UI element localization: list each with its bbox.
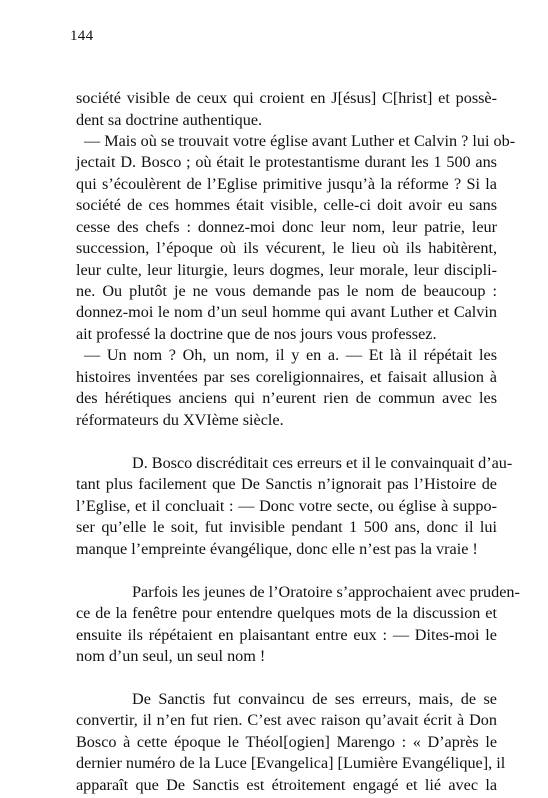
text-line: ensuite ils répétaient en plaisantant entre eux : — Dites-moi le xyxy=(76,626,497,644)
text-line: — Mais où se trouvait votre église avant Luther et Calvin ? lui ob- xyxy=(84,132,516,150)
text-line: ce de la fenêtre pour entendre quelques mots de la discussion et xyxy=(76,604,497,622)
text-line: des hérétiques anciens qui n’eurent rien de commun avec les xyxy=(76,389,497,407)
text-line: société visible de ceux qui croient en J[ésus] C[hrist] et possè- xyxy=(76,89,497,107)
text-line: convertir, il n’en fut rien. C’est avec raison qu’avait écrit à Don xyxy=(76,711,497,729)
text-line: dent sa doctrine authentique. xyxy=(76,111,263,129)
text-line: — Un nom ? Oh, un nom, il y en a. — Et là il répétait les xyxy=(84,346,497,364)
page-number: 144 xyxy=(70,28,94,44)
text-line: tant plus facilement que De Sanctis n’ignorait pas l’Histoire de xyxy=(76,475,497,493)
text-line: succession, l’époque où ils vécurent, le lieu où ils habitèrent, xyxy=(76,239,497,257)
text-line: donnez-moi le nom d’un seul homme qui avant Luther et Calvin xyxy=(76,303,497,321)
text-line: jectait D. Bosco ; où était le protestantisme durant les 1 500 ans xyxy=(76,153,497,171)
text-line: société de ces hommes était visible, celle-ci doit avoir eu sans xyxy=(76,196,497,214)
text-line: qui s’écoulèrent de l’Eglise primitive jusqu’à la réforme ? Si la xyxy=(76,175,497,193)
text-line: leur culte, leur liturgie, leurs dogmes, leur morale, leur discipli- xyxy=(76,261,497,279)
text-line: cesse des chefs : donnez-moi donc leur nom, leur patrie, leur xyxy=(76,218,497,236)
text-line: dernier numéro de la Luce [Evangelica] [Lumière Evangélique], il xyxy=(76,754,506,772)
text-line: ne. Ou plutôt je ne vous demande pas le nom de beaucoup : xyxy=(76,282,497,300)
text-line: Bosco à cette époque le Théol[ogien] Marengo : « D’après le xyxy=(76,733,497,751)
text-line: histoires inventées par ses coreligionnaires, et faisait allusion à xyxy=(76,368,497,386)
text-line: nom d’un seul, un seul nom ! xyxy=(76,647,266,665)
text-line: ser qu’elle le soit, fut invisible pendant 1 500 ans, donc il lui xyxy=(76,518,497,536)
text-line: De Sanctis fut convaincu de ses erreurs, mais, de se xyxy=(132,690,497,708)
text-line: ait professé la doctrine que de nos jours vous professez. xyxy=(76,325,437,343)
text-line: manque l’empreinte évangélique, donc elle n’est pas la vraie ! xyxy=(76,540,478,558)
text-line: D. Bosco discréditait ces erreurs et il le convainquait d’au- xyxy=(132,454,513,472)
text-line: réformateurs du XVIème siècle. xyxy=(76,411,284,429)
text-line: l’Eglise, et il concluait : — Donc votre secte, ou église à suppo- xyxy=(76,497,497,515)
text-line: Parfois les jeunes de l’Oratoire s’approchaient avec pruden- xyxy=(132,583,520,601)
text-line: apparaît que De Sanctis est étroitement engagé et lié avec la xyxy=(76,776,497,794)
